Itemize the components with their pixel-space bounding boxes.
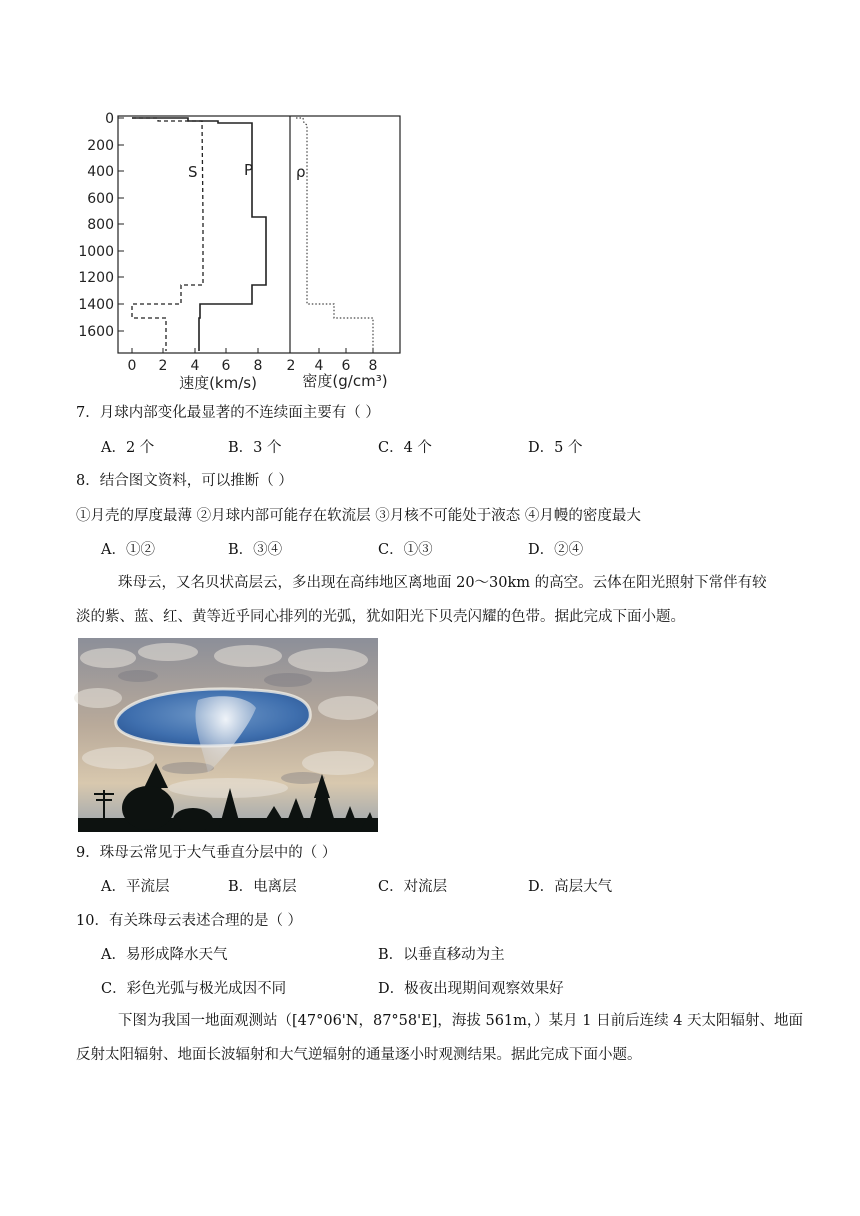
question-10-option-a[interactable]: A．易形成降水天气 (101, 947, 228, 963)
question-7-option-c[interactable]: C．4 个 (378, 440, 432, 456)
density-rho-label: ρ (296, 163, 306, 181)
velocity-tick-label: 8 (253, 358, 263, 374)
question-8-option-b[interactable]: B．③④ (228, 542, 283, 558)
velocity-tick-label: 2 (158, 358, 168, 374)
passage-1-line-1: 珠母云，又名贝状高层云，多出现在高纬地区离地面 20～30km 的高空。云体在阳光照射下常伴有较 (118, 575, 767, 591)
question-10-option-b[interactable]: B．以垂直移动为主 (378, 947, 505, 963)
depth-tick-label: 1400 (78, 297, 114, 313)
question-8-stem: 8．结合图文资料，可以推断（ ） (76, 473, 293, 489)
depth-tick-label: 1000 (78, 244, 114, 260)
question-9-option-a[interactable]: A．平流层 (101, 879, 170, 895)
velocity-axis-label: 速度(km/s) (179, 374, 257, 392)
velocity-tick-label: 4 (190, 358, 200, 374)
question-8-option-a[interactable]: A．①② (101, 542, 155, 558)
question-7-option-d[interactable]: D．5 个 (528, 440, 583, 456)
passage-2-line-1: 下图为我国一地面观测站（[47°06'N，87°58'E]，海拔 561m，）某月 1 日前后连续 4 天太阳辐射、地面 (118, 1013, 804, 1029)
question-8-option-d[interactable]: D．②④ (528, 542, 584, 558)
s-wave-label: S (188, 163, 198, 181)
question-10-stem: 10．有关珠母云表述合理的是（ ） (76, 913, 303, 929)
question-8-statements: ①月壳的厚度最薄 ②月球内部可能存在软流层 ③月核不可能处于液态 ④月幔的密度最大 (76, 508, 641, 524)
question-9-option-c[interactable]: C．对流层 (378, 879, 448, 895)
p-wave-label: P (244, 161, 254, 179)
question-7-option-a[interactable]: A．2 个 (101, 440, 155, 456)
density-tick-label: 2 (286, 358, 296, 374)
density-tick-label: 8 (368, 358, 378, 374)
density-tick-label: 6 (341, 358, 351, 374)
density-axis-label: 密度(g/cm³) (302, 372, 388, 390)
question-9-stem: 9．珠母云常见于大气垂直分层中的（ ） (76, 845, 337, 861)
depth-tick-label: 200 (87, 138, 114, 154)
depth-tick-label: 800 (87, 217, 114, 233)
velocity-tick-label: 6 (221, 358, 231, 374)
passage-1-line-2: 淡的紫、蓝、红、黄等近乎同心排列的光弧，犹如阳光下贝壳闪耀的色带。据此完成下面小题。 (76, 609, 685, 625)
passage-2-line-2: 反射太阳辐射、地面长波辐射和大气逆辐射的通量逐小时观测结果。据此完成下面小题。 (76, 1047, 642, 1063)
question-9-option-d[interactable]: D．高层大气 (528, 879, 613, 895)
question-10-option-c[interactable]: C．彩色光弧与极光成因不同 (101, 981, 287, 997)
question-7-stem: 7．月球内部变化最显著的不连续面主要有（ ） (76, 405, 380, 421)
s-wave-line (132, 118, 203, 351)
density-line (296, 118, 373, 351)
question-10-option-d[interactable]: D．极夜出现期间观察效果好 (378, 981, 564, 997)
question-7-option-b[interactable]: B．3 个 (228, 440, 282, 456)
question-9-option-b[interactable]: B．电离层 (228, 879, 297, 895)
depth-axis (118, 118, 124, 331)
question-8-option-c[interactable]: C．①③ (378, 542, 433, 558)
depth-tick-label: 600 (87, 191, 114, 207)
density-tick-label: 4 (314, 358, 324, 374)
depth-tick-label: 1200 (78, 270, 114, 286)
nacreous-cloud-photo (78, 638, 378, 832)
moon-interior-chart (78, 105, 415, 395)
depth-tick-label: 0 (105, 111, 114, 127)
depth-tick-label: 1600 (78, 324, 114, 340)
p-wave-line (132, 118, 266, 351)
velocity-tick-label: 0 (127, 358, 137, 374)
depth-tick-label: 400 (87, 164, 114, 180)
